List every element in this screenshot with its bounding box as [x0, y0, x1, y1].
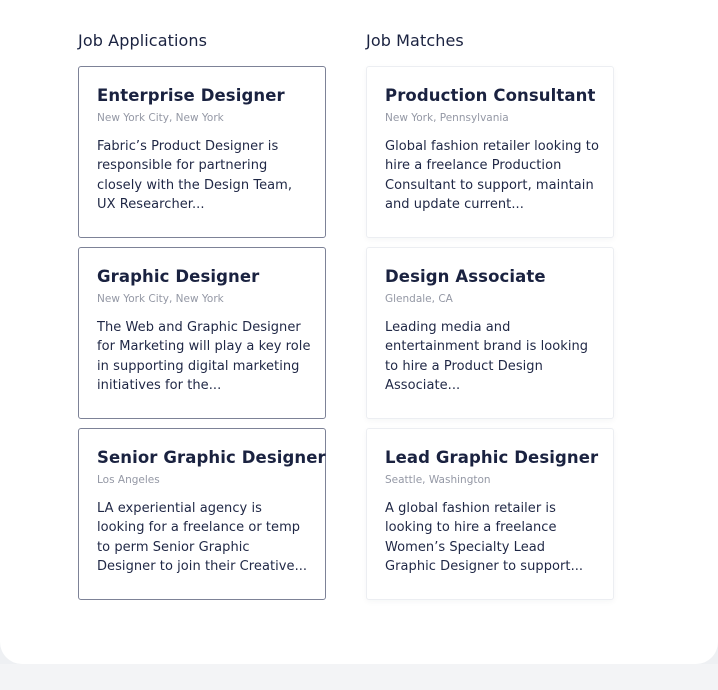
card-title: Lead Graphic Designer — [385, 448, 599, 467]
card-location: Los Angeles — [97, 474, 160, 486]
card-description: LA experiential agency is looking for a freelance or temp to perm Senior Graphic Designer to join their Creative... — [97, 501, 308, 574]
card-description: A global fashion retailer is looking to hire a freelance Women’s Specialty Lead Graphic Designer to support... — [385, 501, 584, 574]
card-location: New York City, New York — [97, 293, 224, 305]
job-matches-heading: Job Matches — [366, 31, 464, 50]
card-location: New York City, New York — [97, 112, 224, 124]
card-location: Glendale, CA — [385, 293, 453, 305]
panel-footer-strip — [0, 664, 718, 690]
card-location: New York, Pennsylvania — [385, 112, 509, 124]
card-description: Global fashion retailer looking to hire a freelance Production Consultant to support, maintain and update current... — [385, 139, 599, 212]
application-card-enterprise-designer[interactable] — [78, 66, 326, 238]
card-title: Design Associate — [385, 267, 546, 286]
application-card-senior-graphic-designer[interactable] — [78, 428, 326, 600]
card-title: Graphic Designer — [97, 267, 260, 286]
card-location: Seattle, Washington — [385, 474, 491, 486]
job-applications-heading: Job Applications — [78, 31, 208, 50]
match-card-lead-graphic-designer[interactable] — [366, 428, 614, 600]
match-card-production-consultant[interactable] — [366, 66, 614, 238]
card-description: Fabric’s Product Designer is responsible for partnering closely with the Design Team, UX Researcher... — [97, 139, 293, 212]
application-card-graphic-designer[interactable] — [78, 247, 326, 419]
match-card-design-associate[interactable] — [366, 247, 614, 419]
card-title: Production Consultant — [385, 86, 596, 105]
card-title: Enterprise Designer — [97, 86, 285, 105]
card-description: Leading media and entertainment brand is looking to hire a Product Design Associate... — [385, 320, 589, 393]
job-applications-column — [78, 30, 326, 609]
card-description: The Web and Graphic Designer for Marketing will play a key role in supporting digital marketing initiatives for the... — [97, 320, 311, 393]
job-matches-column — [366, 30, 614, 609]
card-title: Senior Graphic Designer — [97, 448, 326, 467]
